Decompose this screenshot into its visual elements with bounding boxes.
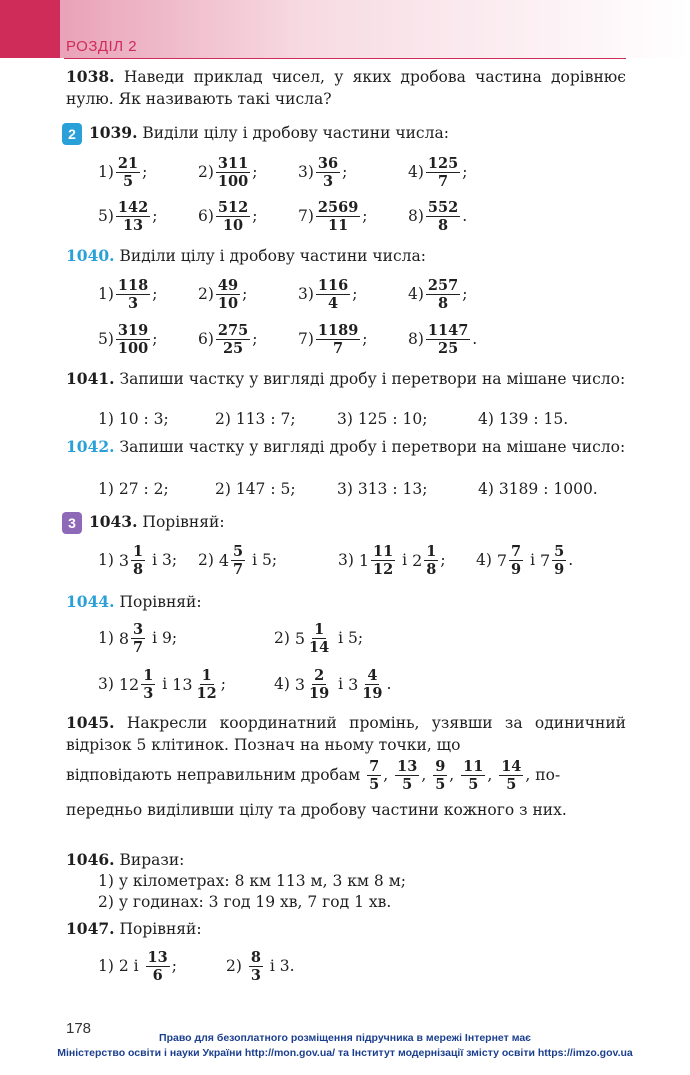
fraction-item: 2) $\frac{311}{100}$ ; <box>198 154 258 190</box>
compare-item: 3) 1 $\frac{11}{12}$ і 2 $\frac{1}{8}$ ; <box>338 542 446 578</box>
exercise-text: Виділи цілу і дробову частини числа: <box>119 247 426 265</box>
exercise-text: відповідають неправильним дробам <box>66 766 361 784</box>
exercise-1044 <box>66 591 626 613</box>
exercise-1041 <box>66 368 626 390</box>
page-number: 178 <box>66 1020 92 1037</box>
exercise-1045-end: передньо виділивши цілу та дробову частини кожного з них. <box>66 801 567 819</box>
exercise-text: Виділи цілу і дробову частини числа: <box>142 124 449 142</box>
exercise-text: Запиши частку у вигляді дробу і перетвори на мішане число: <box>119 370 626 388</box>
task-item: 1) у кілометрах: 8 км 113 м, 3 км 8 м; <box>98 872 406 890</box>
fraction-item: 7) $\frac{2569}{11}$ ; <box>298 198 368 234</box>
level-2-badge: 2 <box>62 123 82 145</box>
section-rule <box>64 58 626 59</box>
division-item: 1) 10 : 3; <box>98 410 169 428</box>
exercise-number: 1047. <box>66 919 115 938</box>
exercise-1042 <box>66 436 626 458</box>
compare-item: 1) 2 і $\frac{13}{6}$ ; <box>98 948 177 984</box>
compare-item: 3) 12 $\frac{1}{3}$ і 13 $\frac{1}{12}$ ; <box>98 666 226 702</box>
fraction-item: 5) $\frac{319}{100}$ ; <box>98 321 158 357</box>
fraction-item: 1) $\frac{118}{3}$ ; <box>98 276 158 312</box>
exercise-1043 <box>62 511 622 534</box>
exercise-1045 <box>66 712 626 756</box>
fraction-item: 2) $\frac{49}{10}$ ; <box>198 276 248 312</box>
fraction-item: 3) $\frac{36}{3}$ ; <box>298 154 348 190</box>
task-item: 2) у годинах: 3 год 19 хв, 7 год 1 хв. <box>98 893 392 911</box>
footer-license: Право для безоплатного розміщення підручника в мережі Інтернет має <box>159 1032 531 1044</box>
exercise-text: Наведи приклад чисел, у яких дробова частина дорівнює нулю. Як називають такі числа? <box>66 68 626 108</box>
fraction-item: 7) $\frac{1189}{7}$ ; <box>298 321 368 357</box>
compare-item: 1) 8 $\frac{3}{7}$ і 9; <box>98 620 178 656</box>
exercise-text: Порівняй: <box>119 593 202 611</box>
footer-sources: Міністерство освіти і науки України http://mon.gov.ua/ та Інститут модернізації змісту освіти https://imzo.gov.ua <box>57 1047 633 1059</box>
exercise-number: 1046. <box>66 850 115 869</box>
exercise-1039 <box>62 122 622 145</box>
exercise-1038 <box>66 66 626 110</box>
division-item: 1) 27 : 2; <box>98 480 169 498</box>
exercise-number: 1042. <box>66 437 115 456</box>
fraction-item: 5) $\frac{142}{13}$ ; <box>98 198 158 234</box>
section-title: РОЗДІЛ 2 <box>66 38 138 55</box>
exercise-text: Накресли координатний промінь, узявши за одиничний відрізок 5 клітинок. Познач на ньому точки, що <box>66 714 626 754</box>
fraction-item: 1) $\frac{21}{5}$ ; <box>98 154 148 190</box>
exercise-number: 1038. <box>66 67 115 86</box>
exercise-number: 1040. <box>66 246 115 265</box>
compare-item: 1) 3 $\frac{1}{8}$ і 3; <box>98 542 178 578</box>
exercise-number: 1045. <box>66 713 115 732</box>
fraction-item: 4) $\frac{125}{7}$ ; <box>408 154 468 190</box>
compare-item: 2) 4 $\frac{5}{7}$ і 5; <box>198 542 278 578</box>
fraction-item: 8) $\frac{552}{8}$ . <box>408 198 468 234</box>
division-item: 4) 139 : 15. <box>478 410 569 428</box>
exercise-1040 <box>66 245 626 267</box>
exercise-number: 1041. <box>66 369 115 388</box>
division-item: 3) 313 : 13; <box>337 480 428 498</box>
compare-item: 2) $\frac{8}{3}$ і 3. <box>226 948 295 984</box>
fraction-item: 6) $\frac{512}{10}$ ; <box>198 198 258 234</box>
exercise-1046 <box>66 849 626 871</box>
fraction-item: 3) $\frac{116}{4}$ ; <box>298 276 358 312</box>
division-item: 3) 125 : 10; <box>337 410 428 428</box>
chapter-tab <box>0 0 60 58</box>
fraction-item: 6) $\frac{275}{25}$ ; <box>198 321 258 357</box>
exercise-1047 <box>66 918 626 940</box>
exercise-number: 1039. <box>88 123 138 142</box>
division-item: 4) 3189 : 1000. <box>478 480 598 498</box>
division-item: 2) 113 : 7; <box>215 410 296 428</box>
exercise-1045-fractions: відповідають неправильним дробам $\frac{7}{5}$ , $\frac{13}{5}$ , $\frac{9}{5}$ , $\frac{11}{5}$ , $\frac{14}{5}$ , по- <box>66 757 561 793</box>
exercise-number: 1043. <box>88 512 138 531</box>
division-item: 2) 147 : 5; <box>215 480 296 498</box>
exercise-text: Порівняй: <box>119 920 202 938</box>
exercise-text: Вирази: <box>119 851 185 869</box>
exercise-text: Порівняй: <box>142 513 225 531</box>
exercise-text: Запиши частку у вигляді дробу і перетвори на мішане число: <box>119 438 626 456</box>
compare-item: 2) 5 $\frac{1}{14}$ і 5; <box>274 620 364 656</box>
fraction-item: 8) $\frac{1147}{25}$ . <box>408 321 478 357</box>
level-3-badge: 3 <box>62 512 82 534</box>
exercise-number: 1044. <box>66 592 115 611</box>
compare-item: 4) 3 $\frac{2}{19}$ і 3 $\frac{4}{19}$ . <box>274 666 392 702</box>
fraction-item: 4) $\frac{257}{8}$ ; <box>408 276 468 312</box>
compare-item: 4) 7 $\frac{7}{9}$ і 7 $\frac{5}{9}$ . <box>476 542 574 578</box>
